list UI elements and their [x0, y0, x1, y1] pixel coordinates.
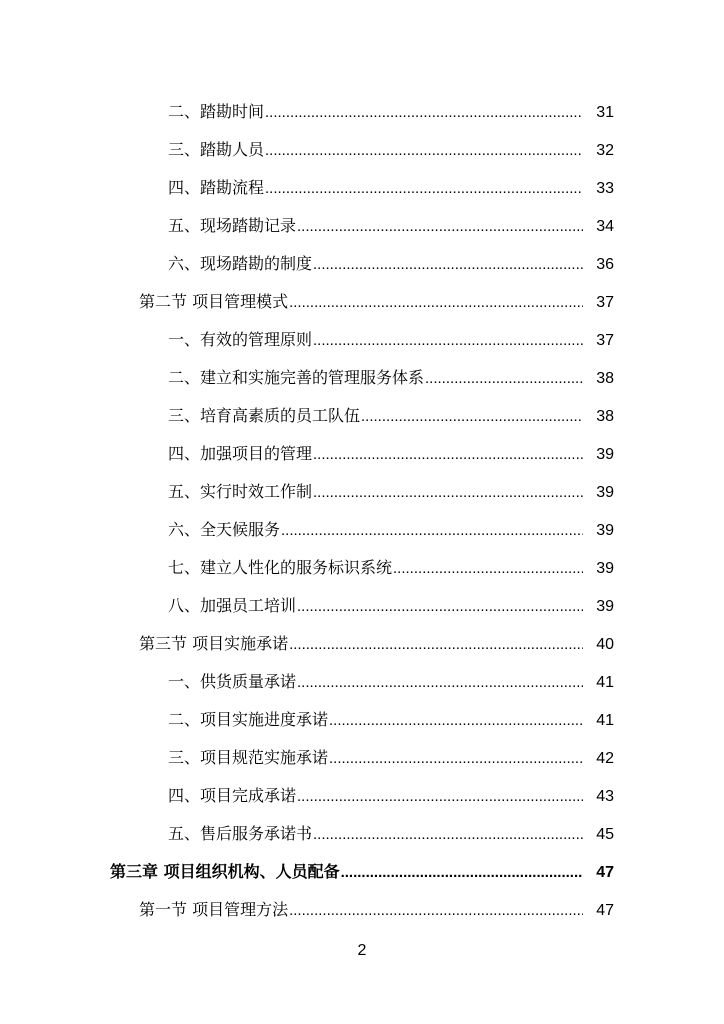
- toc-entry[interactable]: [0, 359, 724, 397]
- toc-entry-page: 31: [596, 104, 614, 121]
- toc-entry-page: 39: [596, 522, 614, 539]
- toc-entry[interactable]: [0, 397, 724, 435]
- toc-entry-page: 38: [596, 370, 614, 387]
- toc-entry-title: 四、加强项目的管理: [168, 444, 313, 463]
- toc-entry-page: 38: [596, 408, 614, 425]
- toc-entry[interactable]: [0, 777, 724, 815]
- toc-entry-page: 32: [596, 142, 614, 159]
- dot-leader: [265, 94, 583, 132]
- toc-entry-title: 八、加强员工培训: [168, 596, 297, 615]
- toc-entry[interactable]: [0, 815, 724, 853]
- toc-entry-page: 47: [596, 902, 614, 919]
- toc-entry-title: 一、供货质量承诺: [168, 672, 297, 691]
- toc-entry[interactable]: [0, 549, 724, 587]
- dot-leader: [289, 626, 583, 664]
- dot-leader: [393, 550, 583, 588]
- toc-entry-page: 37: [596, 332, 614, 349]
- toc-entry-page: 39: [596, 446, 614, 463]
- toc-entry-page: 37: [596, 294, 614, 311]
- toc-chapter-entry[interactable]: [0, 853, 724, 891]
- dot-leader: [289, 284, 583, 322]
- dot-leader: [313, 322, 583, 360]
- dot-leader: [265, 170, 583, 208]
- toc-entry[interactable]: [0, 245, 724, 283]
- toc-entry-page: 42: [596, 750, 614, 767]
- toc-entry-title: 三、项目规范实施承诺: [168, 748, 329, 767]
- dot-leader: [425, 360, 583, 398]
- toc-entry[interactable]: [0, 739, 724, 777]
- dot-leader: [297, 664, 583, 702]
- toc-entry-page: 39: [596, 484, 614, 501]
- toc-entry-title: 二、建立和实施完善的管理服务体系: [168, 368, 425, 387]
- toc-entry-page: 39: [596, 560, 614, 577]
- page-number: 2: [357, 942, 367, 959]
- dot-leader: [341, 854, 583, 892]
- toc-entry-title: 二、项目实施进度承诺: [168, 710, 329, 729]
- toc-entry-page: 40: [596, 636, 614, 653]
- toc-entry-page: 43: [596, 788, 614, 805]
- toc-entry[interactable]: [0, 169, 724, 207]
- toc-entry-title: 第三节 项目实施承诺: [139, 634, 289, 653]
- toc-entry[interactable]: [0, 587, 724, 625]
- toc-entry-title: 七、建立人性化的服务标识系统: [168, 558, 393, 577]
- toc-entry[interactable]: [0, 663, 724, 701]
- toc-entry[interactable]: [0, 701, 724, 739]
- dot-leader: [329, 740, 583, 778]
- toc-entry-title: 第二节 项目管理模式: [139, 292, 289, 311]
- toc-entry-page: 33: [596, 180, 614, 197]
- toc-entry-title: 五、售后服务承诺书: [168, 824, 313, 843]
- toc-entry[interactable]: [0, 435, 724, 473]
- toc-entry-page: 47: [596, 864, 614, 881]
- toc-entry-title: 五、现场踏勘记录: [168, 216, 297, 235]
- toc-section-entry[interactable]: [0, 625, 724, 663]
- toc-entry-title: 四、踏勘流程: [168, 178, 265, 197]
- toc-section-entry[interactable]: [0, 283, 724, 321]
- toc-entry-page: 36: [596, 256, 614, 273]
- toc-entry-title: 三、踏勘人员: [168, 140, 265, 159]
- toc-entry-title: 五、实行时效工作制: [168, 482, 313, 501]
- toc-entry-title: 三、培育高素质的员工队伍: [168, 406, 361, 425]
- dot-leader: [313, 816, 583, 854]
- toc-entry-page: 41: [596, 674, 614, 691]
- dot-leader: [313, 436, 583, 474]
- toc-entry-page: 45: [596, 826, 614, 843]
- toc-entry-title: 第三章 项目组织机构、人员配备: [110, 862, 340, 881]
- toc-entry-title: 四、项目完成承诺: [168, 786, 297, 805]
- dot-leader: [329, 702, 583, 740]
- toc-entry[interactable]: [0, 473, 724, 511]
- toc-entry-title: 一、有效的管理原则: [168, 330, 313, 349]
- toc-entry-page: 41: [596, 712, 614, 729]
- toc-entry[interactable]: [0, 511, 724, 549]
- dot-leader: [281, 512, 583, 550]
- dot-leader: [297, 208, 583, 246]
- toc-entry[interactable]: [0, 93, 724, 131]
- toc-entry-title: 二、踏勘时间: [168, 102, 265, 121]
- table-of-contents: [0, 93, 724, 929]
- dot-leader: [297, 588, 583, 626]
- dot-leader: [289, 892, 583, 930]
- toc-entry[interactable]: [0, 131, 724, 169]
- toc-entry-title: 第一节 项目管理方法: [139, 900, 289, 919]
- dot-leader: [361, 398, 583, 436]
- dot-leader: [265, 132, 583, 170]
- toc-entry-page: 34: [596, 218, 614, 235]
- toc-entry-title: 六、全天候服务: [168, 520, 281, 539]
- toc-section-entry[interactable]: [0, 891, 724, 929]
- dot-leader: [313, 246, 583, 284]
- toc-entry[interactable]: [0, 321, 724, 359]
- dot-leader: [297, 778, 583, 816]
- toc-entry-title: 六、现场踏勘的制度: [168, 254, 313, 273]
- toc-entry-page: 39: [596, 598, 614, 615]
- toc-entry[interactable]: [0, 207, 724, 245]
- dot-leader: [313, 474, 583, 512]
